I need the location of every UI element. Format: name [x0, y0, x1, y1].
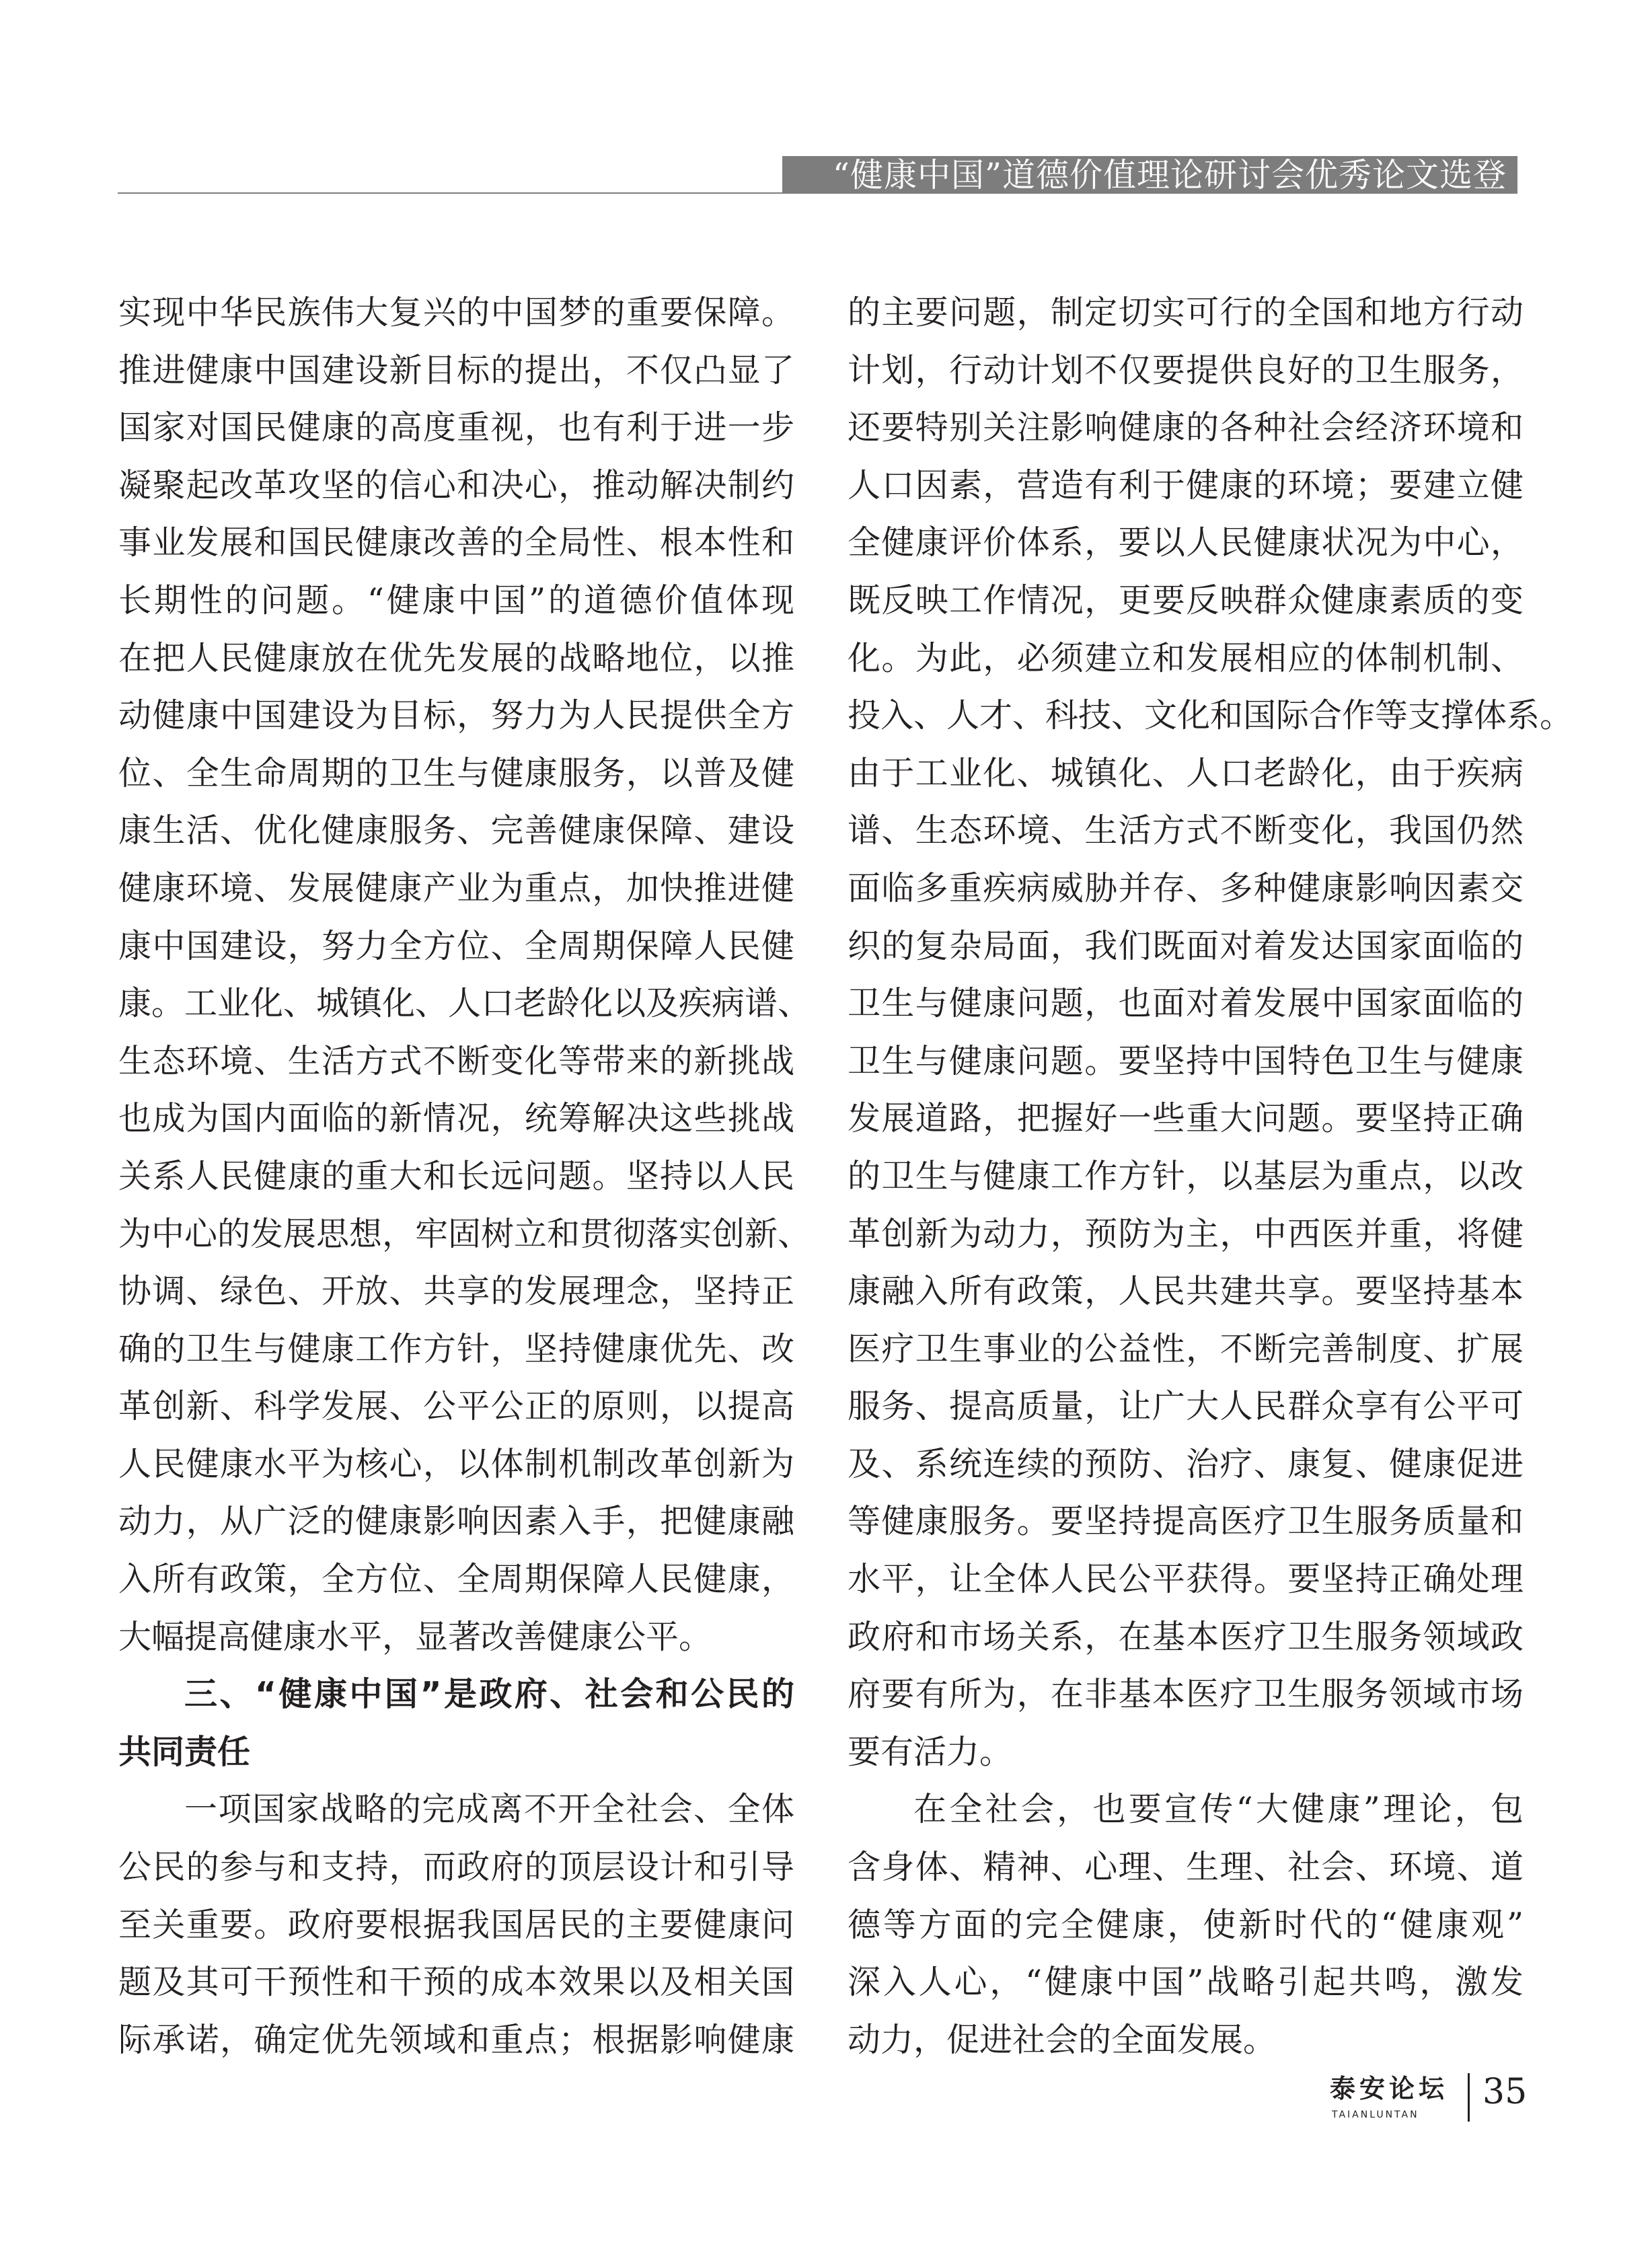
section-heading: 三、“健康中国”是政府、社会和公民的: [184, 1675, 794, 1714]
left-line: 凝聚起改革攻坚的信心和决心，推动解决制约: [118, 465, 794, 505]
right-line: 投入、人才、科技、文化和国际合作等支撑体系。: [848, 696, 1573, 735]
right-line: 既反映工作情况，更要反映群众健康素质的变: [848, 581, 1524, 620]
left-line: 人民健康水平为核心，以体制机制改革创新为: [118, 1444, 794, 1483]
header-title: “健康中国”道德价值理论研讨会优秀论文选登: [832, 156, 1507, 194]
right-line: 水平，让全体人民公平获得。要坚持正确处理: [848, 1560, 1524, 1599]
left-line: 确的卫生与健康工作方针，坚持健康优先、改: [118, 1329, 794, 1368]
left-line: 一项国家战略的完成离不开全社会、全体: [184, 1790, 794, 1829]
header-banner: [782, 156, 1517, 194]
right-line: 府要有所为，在非基本医疗卫生服务领域市场: [848, 1675, 1524, 1714]
left-line: 健康环境、发展健康产业为重点，加快推进健: [118, 868, 794, 907]
left-line: 也成为国内面临的新情况，统筹解决这些挑战: [118, 1099, 794, 1138]
right-line: 的主要问题，制定切实可行的全国和地方行动: [848, 293, 1524, 332]
right-line: 政府和市场关系，在基本医疗卫生服务领域政: [848, 1617, 1524, 1656]
right-line: 医疗卫生事业的公益性，不断完善制度、扩展: [848, 1329, 1524, 1368]
right-line: 发展道路，把握好一些重大问题。要坚持正确: [848, 1099, 1524, 1138]
right-line: 还要特别关注影响健康的各种社会经济环境和: [848, 408, 1524, 447]
left-line: 生态环境、生活方式不断变化等带来的新挑战: [118, 1041, 794, 1080]
left-line: 康。工业化、城镇化、人口老龄化以及疾病谱、: [118, 984, 811, 1023]
journal-name: 泰安论坛: [1330, 2074, 1449, 2103]
right-line: 的卫生与健康工作方针，以基层为重点，以改: [848, 1156, 1524, 1195]
right-line: 化。为此，必须建立和发展相应的体制机制、: [848, 638, 1524, 677]
right-line: 面临多重疾病威胁并存、多种健康影响因素交: [848, 868, 1524, 907]
right-line: 德等方面的完全健康，使新时代的“健康观”: [848, 1905, 1524, 1944]
journal-latin-name: TAIANLUNTAN: [1332, 2109, 1419, 2120]
right-line: 人口因素，营造有利于健康的环境；要建立健: [848, 465, 1524, 505]
right-line: 织的复杂局面，我们既面对着发达国家面临的: [848, 926, 1524, 965]
left-line: 实现中华民族伟大复兴的中国梦的重要保障。: [118, 293, 794, 332]
right-line: 等健康服务。要坚持提高医疗卫生服务质量和: [848, 1502, 1524, 1541]
left-column: [118, 284, 811, 2068]
left-line: 康生活、优化健康服务、完善健康保障、建设: [118, 811, 794, 850]
right-line: 要有活力。: [848, 1732, 1013, 1771]
left-line: 入所有政策，全方位、全周期保障人民健康，: [118, 1560, 794, 1599]
left-line: 动力，从广泛的健康影响因素入手，把健康融: [118, 1502, 794, 1541]
right-line: 谱、生态环境、生活方式不断变化，我国仍然: [848, 811, 1524, 850]
right-line: 由于工业化、城镇化、人口老龄化，由于疾病: [848, 753, 1524, 792]
right-line: 计划，行动计划不仅要提供良好的卫生服务，: [848, 350, 1524, 389]
right-line: 卫生与健康问题，也面对着发展中国家面临的: [848, 984, 1524, 1023]
left-line: 动健康中国建设为目标，努力为人民提供全方: [118, 696, 794, 735]
right-line: 动力，促进社会的全面发展。: [848, 2020, 1277, 2059]
left-line: 大幅提高健康水平，显著改善健康公平。: [118, 1617, 712, 1656]
left-line: 协调、绿色、开放、共享的发展理念，坚持正: [118, 1272, 794, 1311]
page-number: 35: [1482, 2072, 1528, 2112]
right-line: 服务、提高质量，让广大人民群众享有公平可: [848, 1387, 1524, 1426]
left-line: 题及其可干预性和干预的成本效果以及相关国: [118, 1963, 794, 2002]
left-line: 在把人民健康放在优先发展的战略地位，以推: [118, 638, 794, 677]
section-heading: 共同责任: [118, 1732, 251, 1771]
right-line: 含身体、精神、心理、生理、社会、环境、道: [848, 1848, 1524, 1887]
left-line: 际承诺，确定优先领域和重点；根据影响健康: [118, 2020, 794, 2059]
right-line: 深入人心，“健康中国”战略引起共鸣，激发: [848, 1963, 1524, 2002]
right-line: 革创新为动力，预防为主，中西医并重，将健: [848, 1214, 1524, 1253]
left-line: 推进健康中国建设新目标的提出，不仅凸显了: [118, 350, 794, 389]
right-line: 卫生与健康问题。要坚持中国特色卫生与健康: [848, 1041, 1524, 1080]
right-line: 及、系统连续的预防、治疗、康复、健康促进: [848, 1444, 1524, 1483]
left-line: 关系人民健康的重大和长远问题。坚持以人民: [118, 1156, 794, 1195]
right-line: 康融入所有政策，人民共建共享。要坚持基本: [848, 1272, 1524, 1311]
left-line: 长期性的问题。“健康中国”的道德价值体现: [118, 581, 794, 620]
footer-divider: [1468, 2073, 1470, 2122]
left-line: 康中国建设，努力全方位、全周期保障人民健: [118, 926, 794, 965]
left-line: 公民的参与和支持，而政府的顶层设计和引导: [118, 1848, 794, 1887]
left-line: 位、全生命周期的卫生与健康服务，以普及健: [118, 753, 794, 792]
left-line: 国家对国民健康的高度重视，也有利于进一步: [118, 408, 794, 447]
right-column: [848, 284, 1573, 2068]
left-line: 至关重要。政府要根据我国居民的主要健康问: [118, 1905, 794, 1944]
left-line: 事业发展和国民健康改善的全局性、根本性和: [118, 523, 794, 562]
right-line: 全健康评价体系，要以人民健康状况为中心，: [848, 523, 1524, 562]
right-line: 在全社会，也要宣传“大健康”理论，包: [913, 1790, 1524, 1829]
left-line: 革创新、科学发展、公平公正的原则，以提高: [118, 1387, 794, 1426]
left-line: 为中心的发展思想，牢固树立和贯彻落实创新、: [118, 1214, 811, 1253]
